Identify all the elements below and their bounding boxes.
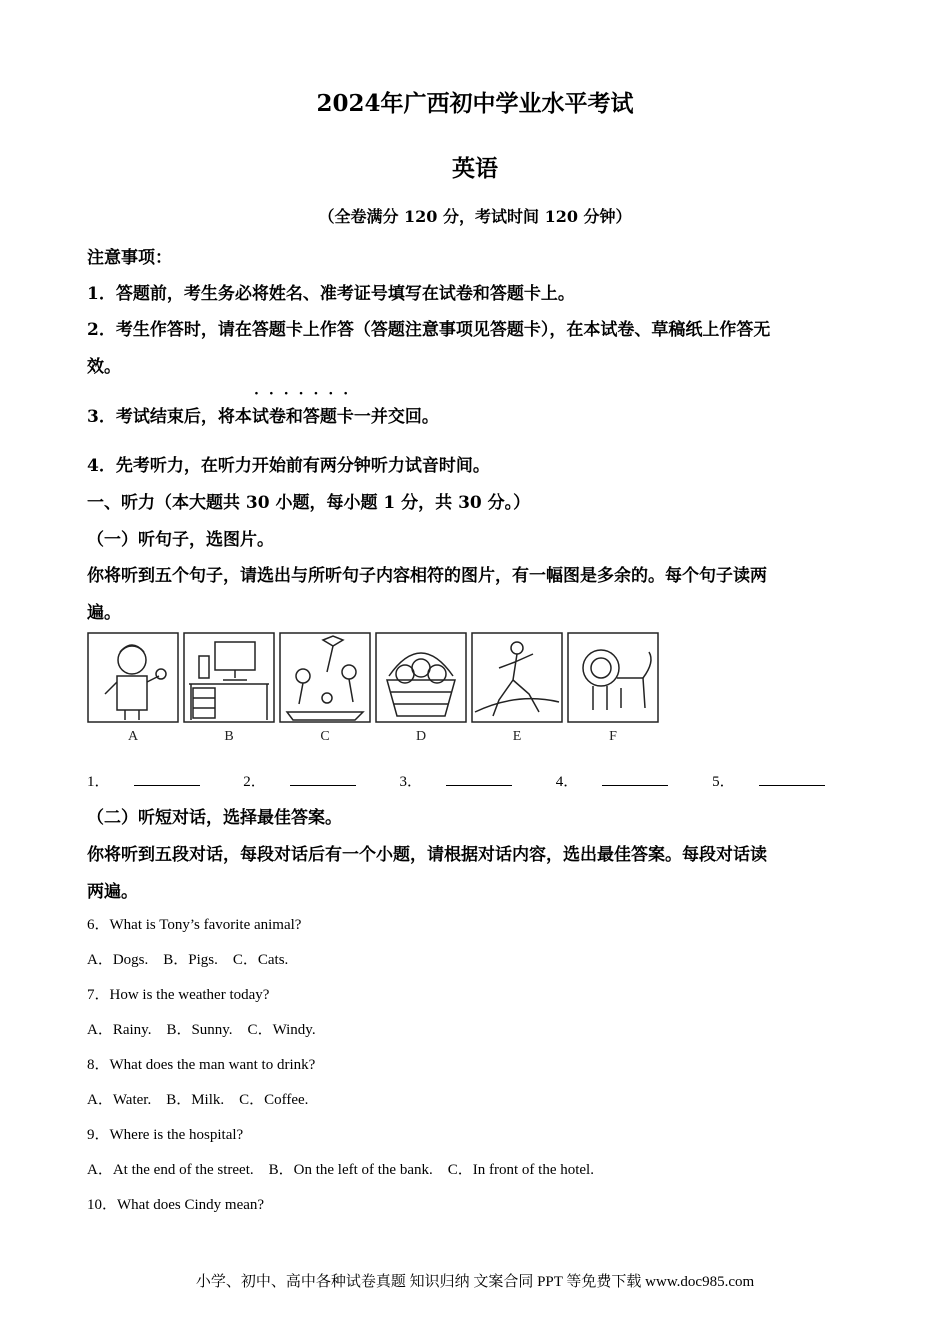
exam-info: （全卷满分 120 分，考试时间 120 分钟）: [318, 207, 632, 226]
part1-instruction-line1: 你将听到五个句子，请选出与所听句子内容相符的图片，有一幅图是多余的。每个句子读两: [87, 566, 767, 586]
part2-heading: （二）听短对话，选择最佳答案。: [87, 808, 342, 828]
picture-label-d: D: [415, 729, 427, 744]
note-item-1: 1．答题前，考生务必将姓名、准考证号填写在试卷和答题卡上。: [87, 284, 575, 304]
picture-e-runner: [472, 633, 562, 722]
question-8: 8．What does the man want to drink?: [87, 1057, 316, 1073]
part1-instruction-line2: 遍。: [87, 603, 121, 623]
blank-1[interactable]: 1．: [87, 774, 220, 790]
question-10: 10．What does Cindy mean?: [87, 1197, 265, 1213]
picture-a-doctor: [88, 633, 178, 722]
picture-label-e: E: [512, 729, 522, 744]
blank-2[interactable]: 2．: [243, 774, 376, 790]
picture-label-a: A: [127, 729, 139, 744]
blank-5[interactable]: 5．: [712, 774, 845, 790]
question-9: 9．Where is the hospital?: [87, 1127, 244, 1143]
emphasis-dots: ·······: [254, 386, 359, 402]
note-item-2-line1: 2．考生作答时，请在答题卡上作答（答题注意事项见答题卡），在本试卷、草稿纸上作答无: [87, 320, 771, 340]
blank-3[interactable]: 3．: [400, 774, 533, 790]
picture-f-lion: [568, 633, 658, 722]
question-6: 6．What is Tony’s favorite animal?: [87, 917, 302, 933]
picture-label-c: C: [320, 729, 330, 744]
picture-b-computer-desk: [184, 633, 274, 722]
picture-c-picnic: [280, 633, 370, 722]
answer-blanks: [87, 770, 865, 791]
question-6-options: A．Dogs. B．Pigs. C．Cats.: [87, 952, 289, 968]
exam-title: 2024年广西初中学业水平考试: [316, 90, 634, 117]
notes-heading: 注意事项：: [87, 248, 172, 268]
note-item-3: 3．考试结束后，将本试卷和答题卡一并交回。: [87, 407, 439, 427]
note-item-2-line2: 效。: [87, 357, 121, 377]
subject-title: 英语: [452, 155, 498, 182]
question-7-options: A．Rainy. B．Sunny. C．Windy.: [87, 1022, 316, 1038]
part2-instruction-line1: 你将听到五段对话，每段对话后有一个小题，请根据对话内容，选出最佳答案。每段对话读: [87, 845, 767, 865]
footer-text: 小学、初中、高中各种试卷真题 知识归纳 文案合同 PPT 等免费下载 www.doc985.com: [195, 1274, 755, 1290]
blank-4[interactable]: 4．: [556, 774, 689, 790]
picture-d-apple-basket: [376, 633, 466, 722]
question-7: 7．How is the weather today?: [87, 987, 270, 1003]
picture-label-b: B: [224, 729, 234, 744]
part1-heading: （一）听句子，选图片。: [87, 530, 274, 550]
question-8-options: A．Water. B．Milk. C．Coffee.: [87, 1092, 309, 1108]
picture-options: [87, 632, 662, 744]
part2-instruction-line2: 两遍。: [87, 882, 138, 902]
section1-heading: 一、听力（本大题共 30 小题，每小题 1 分，共 30 分。）: [87, 493, 531, 513]
question-9-options: A．At the end of the street. B．On the left of the bank. C．In front of the hotel.: [87, 1162, 594, 1178]
note-item-4: 4．先考听力，在听力开始前有两分钟听力试音时间。: [87, 456, 490, 476]
picture-label-f: F: [609, 729, 617, 744]
